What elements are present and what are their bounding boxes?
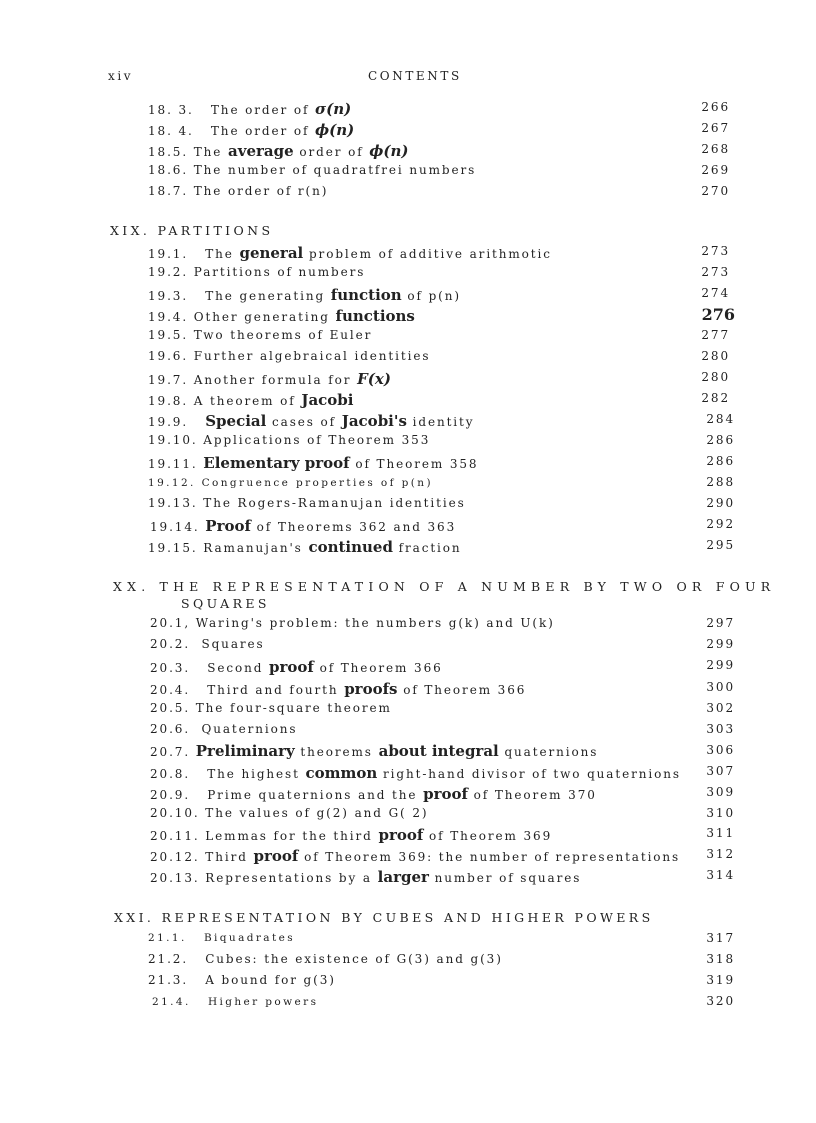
toc-entry[interactable]: 19.3. The generating function of p(n): [148, 286, 461, 304]
toc-page-number: 318: [706, 952, 735, 966]
toc-page-number: 306: [706, 743, 735, 757]
toc-entry[interactable]: 20.6. Quaternions: [150, 722, 298, 736]
toc-entry[interactable]: 21.4. Higher powers: [152, 996, 319, 1008]
page-title: CONTENTS: [368, 69, 462, 83]
toc-entry[interactable]: 19.2. Partitions of numbers: [148, 265, 366, 279]
toc-page-number: 292: [706, 517, 735, 531]
toc-page-number: 314: [706, 868, 735, 882]
toc-entry[interactable]: 20.11. Lemmas for the third proof of Theorem 369: [150, 826, 553, 844]
toc-entry[interactable]: 18.5. The average order of ϕ(n): [148, 142, 409, 160]
toc-entry[interactable]: 19.8. A theorem of Jacobi: [148, 391, 354, 409]
toc-page-number: 299: [706, 658, 735, 672]
toc-entry[interactable]: 19.11. Elementary proof of Theorem 358: [148, 454, 479, 472]
page-number: xiv: [108, 69, 134, 83]
chapter-heading[interactable]: XIX. PARTITIONS: [110, 223, 274, 238]
toc-page-number: 309: [706, 785, 735, 799]
toc-page-number: 267: [701, 121, 730, 135]
toc-page-number: 286: [706, 454, 735, 468]
toc-page-number: 280: [701, 370, 730, 384]
toc-entry[interactable]: 20.3. Second proof of Theorem 366: [150, 658, 443, 676]
toc-entry[interactable]: 20.1, Waring's problem: the numbers g(k) and U(k): [150, 616, 555, 630]
toc-entry[interactable]: 19.4. Other generating functions: [148, 307, 415, 325]
toc-entry[interactable]: 19.1. The general problem of additive arithmotic: [148, 244, 552, 262]
toc-page-number: 282: [701, 391, 730, 405]
toc-page-number: 266: [701, 100, 730, 114]
toc-entry[interactable]: 19.5. Two theorems of Euler: [148, 328, 373, 342]
toc-entry[interactable]: 19.15. Ramanujan's continued fraction: [148, 538, 462, 556]
toc-page-number: 290: [706, 496, 735, 510]
toc-page-number: 311: [706, 826, 735, 840]
toc-page-number: 277: [701, 328, 730, 342]
toc-page-number: 270: [701, 184, 730, 198]
toc-page-number: 274: [701, 286, 730, 300]
toc-entry[interactable]: 19.12. Congruence properties of p(n): [148, 477, 433, 489]
toc-entry[interactable]: 19.9. Special cases of Jacobi's identity: [148, 412, 475, 430]
toc-entry[interactable]: 20.12. Third proof of Theorem 369: the number of representations: [150, 847, 681, 865]
toc-entry[interactable]: 20.10. The values of g(2) and G( 2): [150, 806, 429, 820]
toc-entry[interactable]: 20.13. Representations by a larger number of squares: [150, 868, 582, 886]
toc-page-number: 319: [706, 973, 735, 987]
toc-entry[interactable]: 20.9. Prime quaternions and the proof of Theorem 370: [150, 785, 597, 803]
toc-page-number: 284: [706, 412, 735, 426]
toc-page-number: 299: [706, 637, 735, 651]
toc-entry[interactable]: 21.1. Biquadrates: [148, 932, 295, 944]
toc-entry[interactable]: 18. 3. The order of σ(n): [148, 100, 352, 118]
toc-page-number: 273: [701, 244, 730, 258]
toc-page-number: 320: [706, 994, 735, 1008]
toc-entry[interactable]: 21.2. Cubes: the existence of G(3) and g(3): [148, 952, 503, 966]
toc-page-number: 300: [706, 680, 735, 694]
chapter-heading-continued: SQUARES: [181, 596, 270, 611]
toc-page-number: 276: [701, 305, 735, 324]
toc-page-number: 288: [706, 475, 735, 489]
toc-page-number: 303: [706, 722, 735, 736]
toc-entry[interactable]: 20.8. The highest common right-hand divisor of two quaternions: [150, 764, 681, 782]
toc-page-number: 297: [706, 616, 735, 630]
chapter-heading[interactable]: XX. THE REPRESENTATION OF A NUMBER BY TWO OR FOUR: [113, 579, 776, 594]
toc-page-number: 273: [701, 265, 730, 279]
toc-entry[interactable]: 19.14. Proof of Theorems 362 and 363: [150, 517, 457, 535]
toc-entry[interactable]: 18.7. The order of r(n): [148, 184, 329, 198]
toc-page-number: 269: [701, 163, 730, 177]
toc-entry[interactable]: 18.6. The number of quadratfrei numbers: [148, 163, 477, 177]
toc-entry[interactable]: 20.2. Squares: [150, 637, 265, 651]
toc-page-number: 317: [706, 931, 735, 945]
chapter-heading[interactable]: XXI. REPRESENTATION BY CUBES AND HIGHER POWERS: [114, 910, 654, 925]
toc-entry[interactable]: 21.3. A bound for g(3): [148, 973, 336, 987]
toc-entry[interactable]: 20.5. The four-square theorem: [150, 701, 392, 715]
toc-entry[interactable]: 19.10. Applications of Theorem 353: [148, 433, 431, 447]
toc-entry[interactable]: 20.4. Third and fourth proofs of Theorem 366: [150, 680, 527, 698]
toc-entry[interactable]: 19.6. Further algebraical identities: [148, 349, 431, 363]
toc-entry[interactable]: 19.7. Another formula for F(x): [148, 370, 391, 388]
toc-page-number: 295: [706, 538, 735, 552]
toc-page-number: 312: [706, 847, 735, 861]
toc-entry[interactable]: 20.7. Preliminary theorems about integral quaternions: [150, 742, 599, 760]
toc-entry[interactable]: 18. 4. The order of ϕ(n): [148, 121, 355, 139]
toc-page-number: 310: [706, 806, 735, 820]
toc-page-number: 307: [706, 764, 735, 778]
toc-page-number: 302: [706, 701, 735, 715]
toc-entry[interactable]: 19.13. The Rogers-Ramanujan identities: [148, 496, 466, 510]
toc-page-number: 280: [701, 349, 730, 363]
toc-page-number: 268: [701, 142, 730, 156]
toc-page-number: 286: [706, 433, 735, 447]
